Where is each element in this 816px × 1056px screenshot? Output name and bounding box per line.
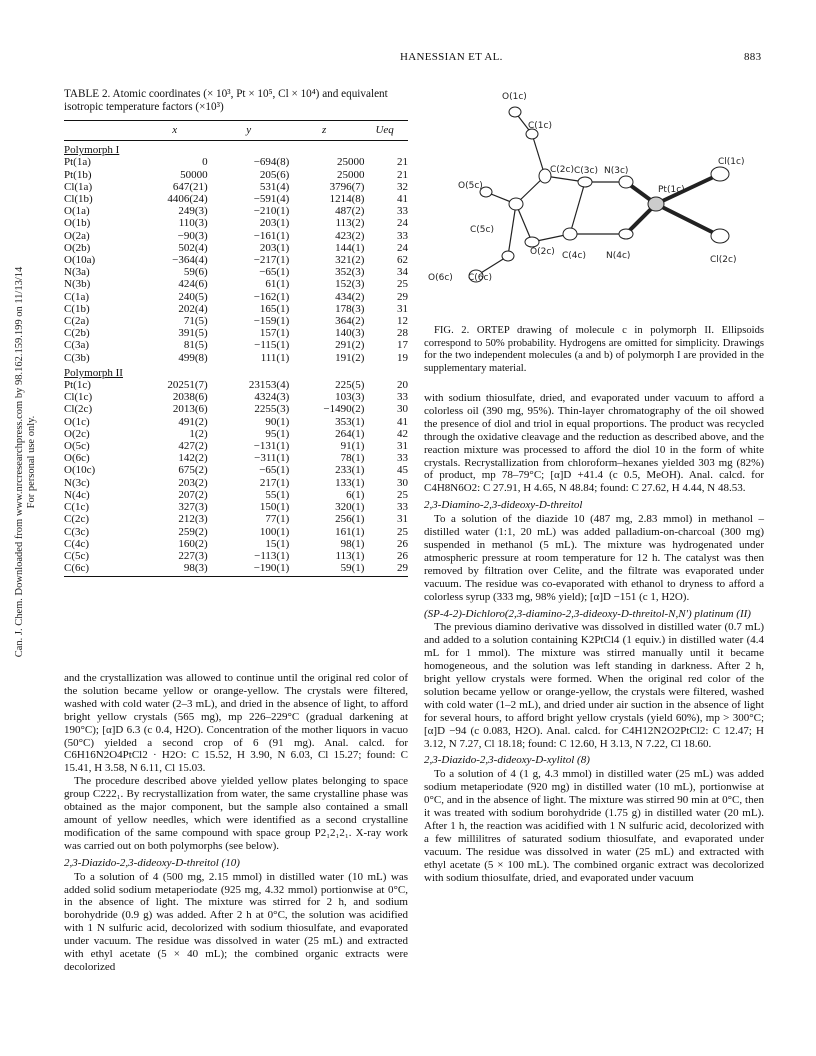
value-cell: 33 (397, 229, 408, 242)
value-cell: 675(2) (178, 464, 208, 477)
value-cell: 4406(24) (167, 193, 208, 206)
table-body (64, 141, 408, 574)
value-cell: −131(1) (253, 440, 290, 453)
value-cell: 110(3) (178, 217, 208, 230)
atom-name-cell: O(1b) (64, 217, 91, 230)
value-cell: 31 (397, 440, 408, 453)
value-cell: 42 (397, 427, 408, 440)
atom-name-cell: Cl(2c) (64, 403, 93, 416)
right-column-text (424, 392, 764, 885)
table-row (64, 526, 408, 538)
table-row (64, 266, 408, 278)
value-cell: −364(4) (172, 254, 208, 267)
value-cell: 41 (397, 415, 408, 428)
value-cell: −311(1) (254, 452, 290, 465)
value-cell: 32 (397, 180, 408, 193)
value-cell: 25000 (336, 156, 365, 169)
col-header-z: z (322, 124, 327, 136)
value-cell: −161(1) (253, 229, 290, 242)
value-cell: 103(3) (335, 391, 365, 404)
atom-name-cell: O(10a) (64, 254, 96, 267)
value-cell: 59(1) (340, 562, 365, 575)
right-paragraph-3: The previous diamino derivative was dissolved in distilled water (0.7 mL) and added to a solution containing K2PtCl4 (1 equiv.) in distilled water (4.4 mL for 1 mmol). The mixture was stirred manually until it became homogeneous, and the solution was left standing in darkness. After 2 h, bright yellow crystals were formed. When the original red color of the solution became yellow or orange-yellow, the crystals were filtered, washed with cold water (1–2 mL), and dried under air suction in the absence of light for several hours, to afford bright yellow crystals (yield 60%), mp > 300°C; [α]D −94 (c 0.083, H2O). Anal. calcd. for C4H12N2O2PtCl2: C 12.47; H 3.12, N 7.27, Cl 18.18; found: C 12.60, H 3.13, N 7.22, Cl 18.60. (424, 621, 764, 750)
value-cell: 207(2) (178, 488, 208, 501)
value-cell: 62 (397, 254, 408, 267)
value-cell: 20 (397, 379, 408, 392)
value-cell: 12 (397, 315, 408, 328)
atom-name-cell: O(1a) (64, 205, 90, 218)
value-cell: 81(5) (183, 339, 208, 352)
value-cell: 327(3) (178, 501, 208, 514)
value-cell: −115(1) (254, 339, 290, 352)
left-paragraph-3: To a solution of 4 (500 mg, 2.15 mmol) in distilled water (10 mL) was added solid sodium metaperiodate (925 mg, 4.32 mmol) portionwise at 0°C, in the absence of light. The mixture was stirred for 2 h, and sodium borohydride (0.9 g) was added. After 2 h at 0°C, the solution was acidified with 1 N sulfuric acid, decolorized with sodium thiosulfate, and evaporated under vacuum. The residue was dissolved in water (25 mL) and extracted with ethyl acetate (5 × 40 mL); the combined organic extracts were decolorized (64, 870, 408, 973)
value-cell: 1(2) (189, 427, 208, 440)
value-cell: 30 (397, 476, 408, 489)
value-cell: 2038(6) (172, 391, 208, 404)
value-cell: 133(1) (335, 476, 365, 489)
value-cell: 98(1) (340, 537, 365, 550)
value-cell: 320(1) (335, 501, 365, 514)
atom-name-cell: C(3c) (64, 525, 90, 538)
value-cell: 19 (397, 351, 408, 364)
value-cell: 212(3) (178, 513, 208, 526)
atom-label: Pt(1c) (658, 185, 685, 195)
value-cell: −190(1) (253, 562, 290, 575)
table-row (64, 193, 408, 205)
value-cell: 6(1) (346, 488, 365, 501)
value-cell: 17 (397, 339, 408, 352)
table-row (64, 452, 408, 464)
table-row (64, 352, 408, 364)
atom-label: C(4c) (562, 251, 586, 261)
value-cell: 55(1) (265, 488, 290, 501)
value-cell: 33 (397, 391, 408, 404)
table-row (64, 562, 408, 574)
table-header-row (64, 124, 408, 136)
table-row (64, 416, 408, 428)
table-row (64, 538, 408, 550)
value-cell: −162(1) (253, 290, 290, 303)
atom-label: O(1c) (502, 92, 527, 102)
value-cell: 499(8) (178, 351, 208, 364)
atom-name-cell: C(5c) (64, 549, 90, 562)
value-cell: 90(1) (265, 415, 290, 428)
atom-name-cell: Pt(1b) (64, 168, 92, 181)
value-cell: 25000 (336, 168, 365, 181)
atom-label: O(2c) (530, 247, 555, 257)
atom-name-cell: O(2a) (64, 229, 90, 242)
table-row (64, 254, 408, 266)
right-paragraph-1: with sodium thiosulfate, dried, and evaporated under vacuum to afford a colorless oil (390 mg, 95%). Thin-layer chromatography of the oil showed the presence of diol and triol in equal proportions. The product was recycled through the oxidative cleavage and the reduction as described above, and the reaction mixture was processed to afford the diol 10 in the form of white crystals. Recrystallization from chloroform–hexanes yielded 303 mg (82%) of product, mp 78–79°C; [α]D +41.4 (c 0.5, MeOH). Anal. calcd. for C4H8N6O2: C 27.91, H 4.65, N 48.84; found: C 27.62, H 4.44, N 48.53. (424, 392, 764, 495)
value-cell: −113(1) (254, 549, 290, 562)
atom-name-cell: O(5c) (64, 440, 90, 453)
value-cell: −217(1) (253, 254, 290, 267)
table-row (64, 230, 408, 242)
value-cell: 152(3) (335, 278, 365, 291)
value-cell: 203(1) (259, 241, 290, 254)
value-cell: 157(1) (259, 327, 290, 340)
atom-name-cell: C(1b) (64, 302, 90, 315)
value-cell: 21 (397, 156, 408, 169)
value-cell: 202(4) (178, 302, 208, 315)
value-cell: 3796(7) (329, 180, 365, 193)
value-cell: 249(3) (178, 205, 208, 218)
section-title: Polymorph II (64, 366, 123, 379)
value-cell: 45 (397, 464, 408, 477)
value-cell: 353(1) (335, 415, 365, 428)
atom-name-cell: C(2b) (64, 327, 90, 340)
table-row (64, 379, 408, 391)
right-paragraph-2: To a solution of the diazide 10 (487 mg, 2.83 mmol) in methanol – distilled water (1:1, 20 mL) was added palladium-on-charcoal (300 mg) suspended in methanol (5 mL). The mixture was hydrogenated under atmospheric pressure at room temperature for 12 h. The catalyst was then removed by filtration over Celite, and the filtrate was evaporated under vacuum. The residue was co-evaporated with ethanol to dryness to afford a colorless syrup (333 mg, 98% yield); [α]D −151 (c 1, H2O). (424, 513, 764, 603)
table-row (64, 327, 408, 339)
atom-name-cell: C(1c) (64, 501, 90, 514)
value-cell: 502(4) (178, 241, 208, 254)
table-row (64, 501, 408, 513)
value-cell: 191(2) (335, 351, 365, 364)
value-cell: 41 (397, 193, 408, 206)
value-cell: 4324(3) (254, 391, 290, 404)
atom-name-cell: O(10c) (64, 464, 96, 477)
value-cell: 25 (397, 525, 408, 538)
atom-label: C(1c) (528, 121, 552, 131)
atom-label: Cl(2c) (710, 255, 737, 265)
value-cell: 98(3) (183, 562, 208, 575)
table-row (64, 205, 408, 217)
value-cell: 142(2) (178, 452, 208, 465)
value-cell: 2013(6) (172, 403, 208, 416)
atom-name-cell: O(1c) (64, 415, 90, 428)
atom-label: N(4c) (606, 251, 631, 261)
value-cell: −65(1) (259, 464, 290, 477)
value-cell: −1490(2) (323, 403, 365, 416)
table-row (64, 403, 408, 415)
atom-name-cell: C(2a) (64, 315, 90, 328)
value-cell: 28 (397, 327, 408, 340)
atom-name-cell: Cl(1b) (64, 193, 93, 206)
value-cell: 217(1) (259, 476, 290, 489)
value-cell: 25 (397, 488, 408, 501)
table-bottom-rule (64, 576, 408, 577)
atom-name-cell: C(1a) (64, 290, 90, 303)
value-cell: 71(5) (183, 315, 208, 328)
atom-label: C(6c) (468, 273, 492, 283)
value-cell: 34 (397, 266, 408, 279)
value-cell: 113(1) (335, 549, 365, 562)
value-cell: 33 (397, 205, 408, 218)
table-row (64, 278, 408, 290)
table-caption: TABLE 2. Atomic coordinates (× 10³, Pt × 10⁵, Cl × 10⁴) and equivalent isotropic temperature factors (×10³) (64, 88, 388, 113)
table-row (64, 303, 408, 315)
atom-name-cell: O(2c) (64, 427, 90, 440)
atom-name-cell: N(3a) (64, 266, 90, 279)
download-notice (6, 266, 42, 658)
atom-name-cell: N(3c) (64, 476, 90, 489)
value-cell: 225(5) (335, 379, 365, 392)
atom-name-cell: Cl(1a) (64, 180, 93, 193)
value-cell: 29 (397, 562, 408, 575)
value-cell: −210(1) (253, 205, 290, 218)
value-cell: 26 (397, 549, 408, 562)
value-cell: 78(1) (340, 452, 365, 465)
atom-label: C(2c) (550, 165, 574, 175)
atom-label: C(5c) (470, 225, 494, 235)
atom-label: O(5c) (458, 181, 483, 191)
value-cell: 491(2) (178, 415, 208, 428)
value-cell: 95(1) (265, 427, 290, 440)
left-paragraph-2: The procedure described above yielded yellow plates belonging to space group C222₁. By recrystallization from water, the same crystalline phase was obtained as the major component, but the sample also contained a small amount of yellow needles, which were identified as a second crystalline modification of the same compound with space group P2₁2₁2₁. X-ray work was carried out on both polymorphs (see below). (64, 775, 408, 852)
table-section-header (64, 364, 408, 379)
atom-name-cell: O(2b) (64, 241, 91, 254)
value-cell: 240(5) (178, 290, 208, 303)
section-title: Polymorph I (64, 144, 120, 157)
value-cell: −90(3) (177, 229, 208, 242)
value-cell: 91(1) (340, 440, 365, 453)
atom-name-cell: C(3b) (64, 351, 90, 364)
atom-label: C(3c) (574, 166, 598, 176)
table-row (64, 339, 408, 351)
table-row (64, 489, 408, 501)
atom-name-cell: O(6c) (64, 452, 90, 465)
atom-name-cell: Cl(1c) (64, 391, 93, 404)
left-paragraph-1: and the crystallization was allowed to continue until the original red color of the solution became yellow or orange-yellow. The crystals were filtered, washed with cold water (2–3 mL), and dried in the absence of light, to afford bright yellow crystals (565 mg), mp 226–229°C (gradual darkening at 190°C); [α]D 6.3 (c 0.4, H2O). Concentration of the mother liquors in vacuo (50°C) yielded a second crop of 6 (91 mg). Anal. calcd. for C6H16N2O4PtCl2 · H2O: C 15.52, H 3.90, N 6.03, Cl 15.27; found: C 15.41, H 3.58, N 6.11, Cl 15.03. (64, 672, 408, 775)
value-cell: 61(1) (265, 278, 290, 291)
page-number: 883 (744, 51, 762, 63)
value-cell: 29 (397, 290, 408, 303)
value-cell: 364(2) (335, 315, 365, 328)
table-row (64, 464, 408, 476)
value-cell: 33 (397, 501, 408, 514)
value-cell: 0 (202, 156, 208, 169)
table-row (64, 291, 408, 303)
value-cell: −159(1) (253, 315, 290, 328)
value-cell: 233(1) (335, 464, 365, 477)
atoms (469, 107, 729, 282)
table-row (64, 391, 408, 403)
value-cell: 205(6) (259, 168, 290, 181)
value-cell: 26 (397, 537, 408, 550)
atom-name-cell: C(4c) (64, 537, 90, 550)
value-cell: 31 (397, 302, 408, 315)
col-header-y: y (246, 124, 252, 136)
value-cell: 203(2) (178, 476, 208, 489)
table-row (64, 428, 408, 440)
table-row (64, 513, 408, 525)
atom-name-cell: Pt(1a) (64, 156, 91, 169)
value-cell: 531(4) (259, 180, 290, 193)
value-cell: 487(2) (335, 205, 365, 218)
atom-name-cell: C(2c) (64, 513, 90, 526)
value-cell: −65(1) (259, 266, 290, 279)
value-cell: 144(1) (335, 241, 365, 254)
table-row (64, 169, 408, 181)
left-column-text (64, 672, 408, 974)
value-cell: −591(4) (253, 193, 290, 206)
value-cell: 161(1) (335, 525, 365, 538)
value-cell: 31 (397, 513, 408, 526)
value-cell: 59(6) (183, 266, 208, 279)
value-cell: 15(1) (265, 537, 290, 550)
atom-name-cell: C(3a) (64, 339, 90, 352)
value-cell: 264(1) (335, 427, 365, 440)
ortep-figure (420, 84, 760, 314)
value-cell: 203(1) (259, 217, 290, 230)
value-cell: 321(2) (335, 254, 365, 267)
value-cell: 140(3) (335, 327, 365, 340)
table-row (64, 156, 408, 168)
value-cell: 178(3) (335, 302, 365, 315)
value-cell: 20251(7) (167, 379, 208, 392)
value-cell: 77(1) (265, 513, 290, 526)
value-cell: 1214(8) (329, 193, 365, 206)
figure-caption: FIG. 2. ORTEP drawing of molecule c in polymorph II. Ellipsoids correspond to 50% probability. Hydrogens are omitted for simplicity. Drawings for the two independent molecules (a and b) of polymorph I are provided in the supplementary material. (424, 325, 764, 374)
col-header-x: x (172, 124, 178, 136)
table-row (64, 242, 408, 254)
download-notice-line1: Can. J. Chem. Downloaded from www.nrcresearchpress.com by 98.162.159.199 on 11/13/14 (14, 266, 25, 658)
value-cell: 25 (397, 278, 408, 291)
value-cell: 160(2) (178, 537, 208, 550)
value-cell: 647(21) (172, 180, 208, 193)
table-row (64, 315, 408, 327)
value-cell: 352(3) (335, 266, 365, 279)
atom-label: O(6c) (428, 273, 453, 283)
value-cell: 23153(4) (248, 379, 290, 392)
value-cell: 111(1) (260, 351, 290, 364)
col-header-ueq: Ueq (375, 124, 394, 136)
atom-name-cell: C(6c) (64, 562, 90, 575)
value-cell: 427(2) (178, 440, 208, 453)
section-heading-diamino-threitol: 2,3-Diamino-2,3-dideoxy-D-threitol (424, 499, 583, 512)
value-cell: 424(6) (178, 278, 208, 291)
value-cell: 256(1) (335, 513, 365, 526)
running-title: HANESSIAN ET AL. (400, 51, 503, 63)
value-cell: 423(2) (335, 229, 365, 242)
right-paragraph-4: To a solution of 4 (1 g, 4.3 mmol) in distilled water (25 mL) was added sodium metaperiodate (920 mg) in distilled water (10 mL), portionwise at 0°C, and in the absence of light. The mixture was stirred 90 min at 0°C, then it was treated with sodium borohydride (1.75 g) in distilled water (20 mL). After 1 h, the reaction was acidified with 1 N sulfuric acid, decolorized with a few millilitres of saturated sodium thiosulfate, and evaporated under vacuum. The residue was dissolved in water (25 mL) and extracted with ethyl acetate (5 × 100 mL). The combined organic extract was decolorized with sodium thiosulfate, dried, and evaporated under vacuum (424, 768, 764, 884)
atom-label: N(3c) (604, 166, 629, 176)
section-heading-diazido-xylitol: 2,3-Diazido-2,3-dideoxy-D-xylitol (8) (424, 754, 590, 767)
table-section-header (64, 141, 408, 156)
value-cell: 21 (397, 168, 408, 181)
section-heading-platinum-complex: (SP-4-2)-Dichloro(2,3-diamino-2,3-dideoxy-D-threitol-N,N′) platinum (II) (424, 607, 751, 620)
atom-label: Cl(1c) (718, 157, 745, 167)
value-cell: 100(1) (259, 525, 290, 538)
value-cell: 50000 (180, 168, 208, 181)
value-cell: 2255(3) (254, 403, 290, 416)
value-cell: 227(3) (178, 549, 208, 562)
value-cell: 30 (397, 403, 408, 416)
value-cell: 259(2) (178, 525, 208, 538)
section-heading-diazido-threitol: 2,3-Diazido-2,3-dideoxy-D-threitol (10) (64, 856, 240, 869)
atom-name-cell: N(4c) (64, 488, 90, 501)
value-cell: 24 (397, 241, 408, 254)
atom-labels (428, 92, 744, 283)
table-row (64, 550, 408, 562)
atom-name-cell: N(3b) (64, 278, 91, 291)
atom-name-cell: Pt(1c) (64, 379, 91, 392)
value-cell: 24 (397, 217, 408, 230)
value-cell: 391(5) (178, 327, 208, 340)
pt-bonds (626, 174, 720, 236)
table-row (64, 181, 408, 193)
value-cell: 291(2) (335, 339, 365, 352)
table-row (64, 217, 408, 229)
coordinates-table (64, 120, 408, 577)
download-notice-line2: For personal use only. (26, 415, 37, 509)
value-cell: 150(1) (259, 501, 290, 514)
value-cell: 434(2) (335, 290, 365, 303)
table-top-rule (64, 120, 408, 121)
table-row (64, 440, 408, 452)
value-cell: 113(2) (335, 217, 365, 230)
value-cell: 165(1) (259, 302, 290, 315)
value-cell: 33 (397, 452, 408, 465)
table-row (64, 477, 408, 489)
value-cell: −694(8) (253, 156, 290, 169)
